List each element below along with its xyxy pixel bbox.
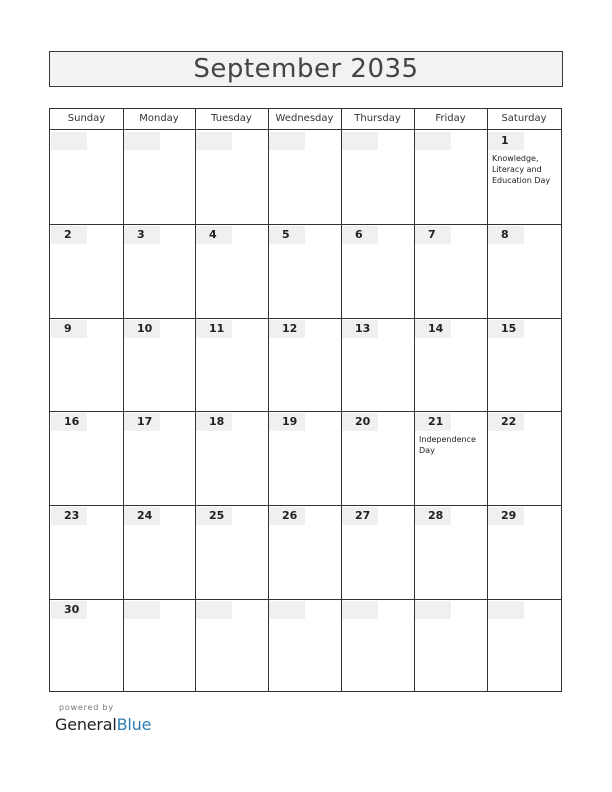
- day-cell-13[interactable]: [342, 318, 414, 412]
- empty-day-cell[interactable]: [269, 599, 341, 693]
- empty-day-cell[interactable]: [415, 130, 487, 224]
- day-cell-4[interactable]: [196, 224, 268, 318]
- day-number: 18: [209, 415, 225, 429]
- day-number: 4: [209, 227, 217, 241]
- day-cell-29[interactable]: [488, 505, 561, 599]
- day-cell-30[interactable]: [51, 599, 123, 693]
- row-divider: [50, 318, 561, 319]
- day-cell-14[interactable]: [415, 318, 487, 412]
- column-divider: [414, 109, 415, 691]
- empty-day-cell[interactable]: [415, 599, 487, 693]
- day-number: 2: [64, 227, 72, 241]
- day-number-tab: [415, 601, 451, 619]
- row-divider: [50, 599, 561, 600]
- day-number-tab: [124, 601, 160, 619]
- day-cell-10[interactable]: [124, 318, 195, 412]
- empty-day-cell[interactable]: [342, 599, 414, 693]
- calendar-title: September 2035: [49, 51, 563, 87]
- day-number: 15: [501, 321, 517, 335]
- day-number: 12: [282, 321, 298, 335]
- day-cell-5[interactable]: [269, 224, 341, 318]
- day-cell-25[interactable]: [196, 505, 268, 599]
- day-number: 26: [282, 509, 298, 523]
- day-cell-12[interactable]: [269, 318, 341, 412]
- day-number: 6: [355, 227, 363, 241]
- day-number: 23: [64, 509, 80, 523]
- day-number: 7: [428, 227, 436, 241]
- day-cell-6[interactable]: [342, 224, 414, 318]
- empty-day-cell[interactable]: [269, 130, 341, 224]
- day-number-tab: [415, 132, 451, 150]
- powered-by-text: powered by: [59, 703, 114, 712]
- column-divider: [123, 109, 124, 691]
- day-number: 30: [64, 603, 80, 616]
- weekday-thursday: Thursday: [354, 113, 401, 124]
- empty-day-cell[interactable]: [196, 130, 268, 224]
- calendar-grid: [49, 108, 562, 692]
- day-cell-28[interactable]: [415, 505, 487, 599]
- weekday-sunday: Sunday: [67, 113, 106, 124]
- empty-day-cell[interactable]: [124, 599, 195, 693]
- holiday-event: Independence Day: [419, 435, 476, 456]
- day-number: 22: [501, 415, 517, 429]
- day-number: 3: [137, 227, 145, 241]
- row-divider: [50, 505, 561, 506]
- empty-day-cell[interactable]: [488, 599, 561, 693]
- day-number: 21: [428, 415, 444, 429]
- day-number: 11: [209, 321, 225, 335]
- day-number-tab: [342, 601, 378, 619]
- empty-day-cell[interactable]: [196, 599, 268, 693]
- empty-day-cell[interactable]: [51, 130, 123, 224]
- day-number: 16: [64, 415, 80, 429]
- row-divider: [50, 411, 561, 412]
- day-number-tab: [342, 132, 378, 150]
- day-cell-19[interactable]: [269, 411, 341, 505]
- weekday-wednesday: Wednesday: [275, 113, 334, 124]
- day-number: 1: [501, 134, 509, 147]
- day-number: 13: [355, 321, 371, 335]
- day-cell-23[interactable]: [51, 505, 123, 599]
- logo-blue-text: Blue: [116, 715, 152, 734]
- day-number-tab: [124, 132, 160, 150]
- day-number: 8: [501, 227, 509, 241]
- column-divider: [341, 109, 342, 691]
- weekday-saturday: Saturday: [501, 113, 547, 124]
- day-cell-2[interactable]: [51, 224, 123, 318]
- day-number-tab: [196, 601, 232, 619]
- empty-day-cell[interactable]: [124, 130, 195, 224]
- day-cell-18[interactable]: [196, 411, 268, 505]
- day-number: 10: [137, 321, 153, 335]
- logo-general-text: General: [55, 715, 117, 734]
- day-cell-3[interactable]: [124, 224, 195, 318]
- day-cell-20[interactable]: [342, 411, 414, 505]
- column-divider: [268, 109, 269, 691]
- day-number: 24: [137, 509, 153, 523]
- row-divider: [50, 224, 561, 225]
- day-cell-26[interactable]: [269, 505, 341, 599]
- day-cell-24[interactable]: [124, 505, 195, 599]
- day-cell-1[interactable]: [488, 130, 561, 224]
- day-number: 28: [428, 509, 444, 523]
- day-number: 17: [137, 415, 153, 429]
- day-cell-11[interactable]: [196, 318, 268, 412]
- weekday-tuesday: Tuesday: [211, 113, 252, 124]
- day-cell-17[interactable]: [124, 411, 195, 505]
- day-cell-21[interactable]: [415, 411, 487, 505]
- day-number-tab: [269, 132, 305, 150]
- day-number: 14: [428, 321, 444, 335]
- weekday-monday: Monday: [139, 113, 179, 124]
- empty-day-cell[interactable]: [342, 130, 414, 224]
- day-cell-15[interactable]: [488, 318, 561, 412]
- day-cell-8[interactable]: [488, 224, 561, 318]
- day-number: 19: [282, 415, 298, 429]
- day-number: 9: [64, 321, 72, 335]
- day-cell-22[interactable]: [488, 411, 561, 505]
- day-number: 27: [355, 509, 371, 523]
- day-cell-7[interactable]: [415, 224, 487, 318]
- weekday-header-row: [50, 109, 561, 130]
- day-cell-9[interactable]: [51, 318, 123, 412]
- day-number: 29: [501, 509, 517, 523]
- day-number: 25: [209, 509, 225, 523]
- day-number-tab: [51, 132, 87, 150]
- day-number: 20: [355, 415, 371, 429]
- column-divider: [195, 109, 196, 691]
- day-cell-16[interactable]: [51, 411, 123, 505]
- day-number-tab: [269, 601, 305, 619]
- generalblue-logo[interactable]: [55, 715, 151, 734]
- holiday-event: Knowledge, Literacy and Education Day: [492, 154, 551, 185]
- day-number-tab: [488, 601, 524, 619]
- day-cell-27[interactable]: [342, 505, 414, 599]
- column-divider: [487, 109, 488, 691]
- day-number: 5: [282, 227, 290, 241]
- day-number-tab: [196, 132, 232, 150]
- weekday-friday: Friday: [435, 113, 466, 124]
